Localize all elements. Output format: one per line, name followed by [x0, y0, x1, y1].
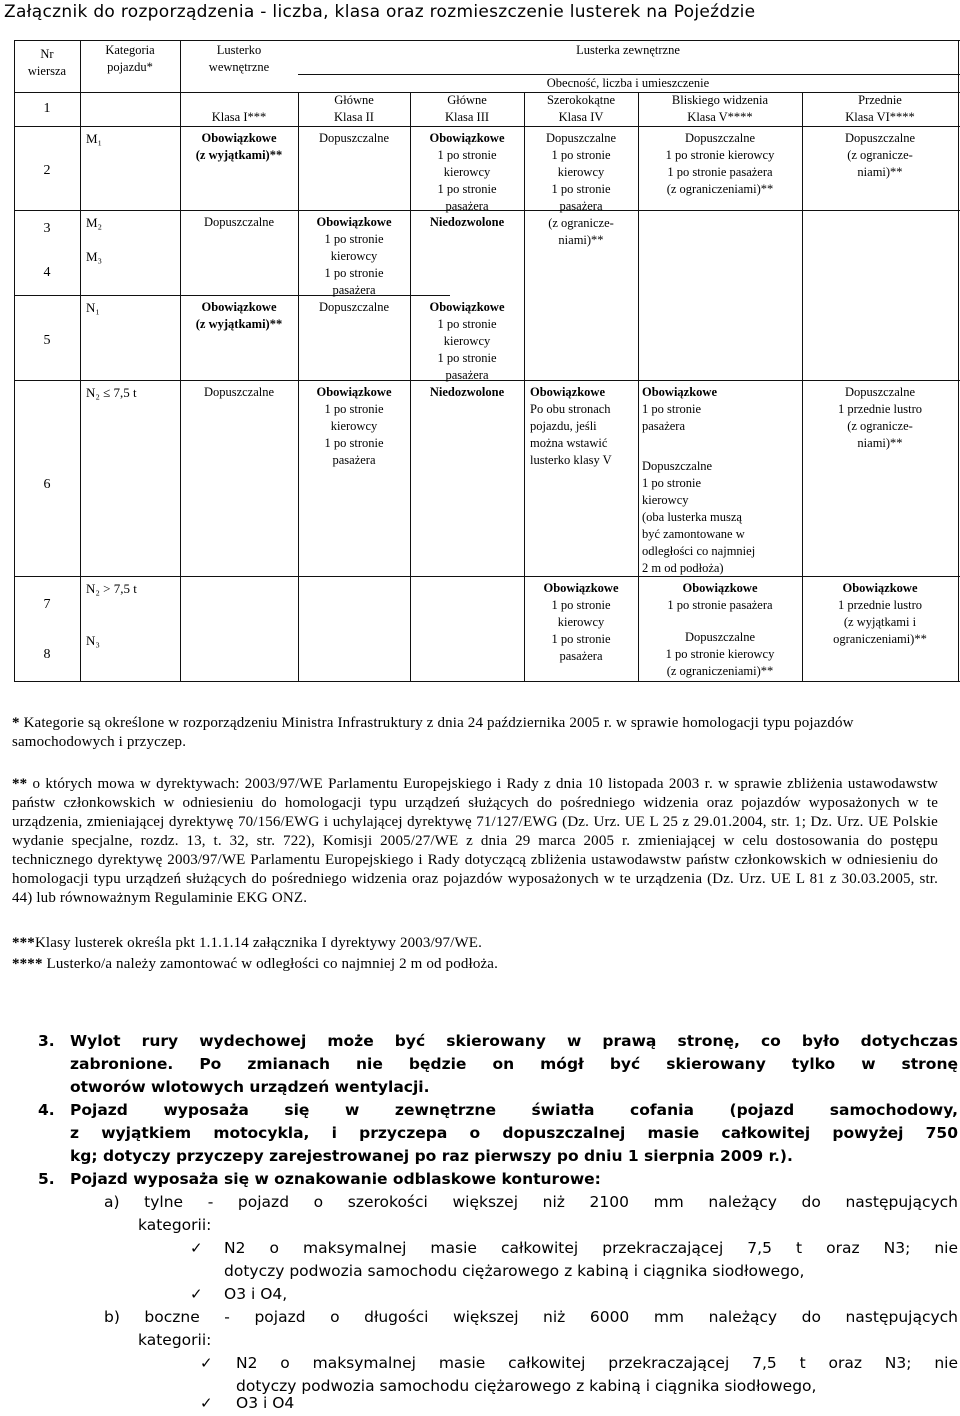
item-b-bullet-line: dotyczy podwozia samochodu ciężarowego z kabiną i ciągnika siodłowego, [236, 1377, 817, 1395]
cell-n2a-class2: 1 po stronie kierowcy 1 po stronie pasażera [324, 402, 384, 467]
cell-n2a-class4-status: Obowiązkowe [530, 385, 605, 399]
row-number: 8 [43, 647, 51, 662]
checkmark-icon: ✓ [200, 1354, 213, 1372]
cell-n2b-class6: 1 przednie lustro (z wyjątkami i ograniczeniami)** [833, 598, 927, 646]
cell-n2a-class5: 1 po stronie pasażera [642, 402, 702, 433]
cell-n2a-class5-status: Obowiązkowe [642, 385, 717, 399]
point-3-line: Wylot rury wydechowej może być skierowany w prawą stronę, co było dotychczas [70, 1032, 958, 1050]
cell-m1-class4: Dopuszczalne 1 po stronie kierowcy 1 po stronie pasażera (z ogranicze- niami)** [545, 131, 617, 247]
header-category: Kategoria pojazdu* [105, 43, 155, 74]
cell-m1-class1: Obowiązkowe (z wyjątkami)** [195, 131, 283, 162]
footnote-marker: *** [12, 935, 35, 951]
cell-m1-class6: Dopuszczalne (z ogranicze- niami)** [844, 131, 916, 179]
point-4-number: 4. [38, 1101, 55, 1119]
header-class-6: Przednie Klasa VI**** [845, 93, 915, 124]
header-class-1: Klasa I*** [211, 110, 267, 124]
cell-m1-class3: 1 po stronie kierowcy 1 po stronie pasażera [437, 148, 497, 213]
header-class-5: Bliskiego widzenia Klasa V**** [671, 93, 769, 124]
category-n3: N₃ [86, 633, 100, 648]
mirrors-table [14, 40, 960, 682]
footnote-4 [12, 955, 942, 974]
header-nr: Nr wiersza [27, 47, 67, 78]
cell-m2-class2: 1 po stronie kierowcy 1 po stronie pasażera [324, 232, 384, 297]
point-3-number: 3. [38, 1032, 55, 1050]
point-4-line: Pojazd wyposaża się w zewnętrzne światła cofania (pojazd samochodowy, [70, 1101, 958, 1119]
header-interior-mirror: Lusterko wewnętrzne [208, 43, 270, 74]
table-border-top [14, 40, 960, 41]
cell-n2b-class6-status: Obowiązkowe [842, 581, 918, 595]
footnote-marker: ** [12, 776, 28, 792]
cell-m2-class1: Dopuszczalne [203, 215, 275, 229]
point-5-number: 5. [38, 1170, 55, 1188]
cell-n1-class3: 1 po stronie kierowcy 1 po stronie pasażera [437, 317, 497, 382]
row-number: 6 [43, 477, 51, 492]
row-number: 1 [43, 101, 51, 116]
item-a-bullet-line: N2 o maksymalnej masie całkowitej przekraczającej 7,5 t oraz N3; nie [224, 1239, 958, 1257]
footnote-1 [12, 714, 942, 752]
col-line [958, 40, 959, 682]
cell-n1-class3-status: Obowiązkowe [429, 300, 505, 314]
cell-n2b-class4-status: Obowiązkowe [543, 581, 619, 595]
checkmark-icon: ✓ [200, 1394, 213, 1412]
page-title: Załącznik do rozporządzenia - liczba, klasa oraz rozmieszczenie lusterek na Pojeździe [4, 2, 756, 22]
header-exterior-mirrors: Lusterka zewnętrzne [576, 43, 680, 57]
category-n1: N₁ [86, 300, 100, 315]
footnote-text: o których mowa w dyrektywach: 2003/97/WE Parlamentu Europejskiego i Rady z dnia 10 listopada 2003 r. w sprawie zbliżenia ustawodawstw państw członkowskich w odniesieniu do homologacji typu urządzeń służących do pośredniego widzenia oraz pojazdów wyposażonych w te urządzenia, zmieniającej dyrektywę 70/156/EWG i uchylającej dyrektywę 71/127/EWG (Dz. Urz. UE L 25 z 29.01.2004, str. 1; Dz. Urz. UE Polskie wydanie specjalne, rozdz. 13, t. 32, str. 722), Komisji 2005/27/WE z dnia 29 marca 2005 r. zmieniającej w celu dostosowania do postępu technicznego dyrektywę 2003/97/WE Parlamentu Europejskiego i Rady dotyczącą zbliżenia ustawodawstw państw członkowskich w odniesieniu do homologacji typu urządzeń służących do pośredniego widzenia oraz pojazdów wyposażonych w te urządzenia (Dz. Urz. UE L 81 z 30.03.2005, str. 44) lub równoważnym Regulaminie EKG ONZ. [12, 776, 938, 906]
footnote-3 [12, 934, 942, 953]
cell-n2b-class5-optional: Dopuszczalne 1 po stronie kierowcy (z ograniczeniami)** [665, 630, 775, 678]
header-class-3: Główne Klasa III [444, 93, 490, 124]
cell-n2a-class6: Dopuszczalne 1 przednie lustro (z ogranicze- niami)** [837, 385, 922, 450]
cell-m2-class2-status: Obowiązkowe [316, 215, 392, 229]
cell-n1-class1: Obowiązkowe (z wyjątkami)** [195, 300, 283, 331]
cell-n2a-class2-status: Obowiązkowe [316, 385, 392, 399]
category-n2-heavy: N₂ > 7,5 t [86, 581, 137, 596]
category-m2: M₂ [86, 215, 103, 230]
footnote-2 [12, 775, 938, 908]
point-3-line: otworów wlotowych urządzeń wentylacji. [70, 1078, 430, 1096]
header-class-4: Szerokokątne Klasa IV [546, 93, 616, 124]
point-3-line: zabronione. Po zmianach nie będzie on mógł być skierowany tylko w stronę [70, 1055, 958, 1073]
item-b-bullet-line: O3 i O4 [236, 1394, 295, 1412]
row-number: 7 [43, 597, 51, 612]
cell-n1-class2: Dopuszczalne [318, 300, 390, 314]
table-border-bottom [14, 681, 960, 682]
cell-n2a-class4: Po obu stronach pojazdu, jeśli można wstawić lusterko klasy V [530, 402, 612, 467]
category-n2-light: N₂ ≤ 7,5 t [86, 385, 137, 400]
col-line [80, 40, 81, 682]
cell-n2b-class5: 1 po stronie pasażera [667, 598, 773, 612]
header-presence: Obecność, liczba i umieszczenie [546, 76, 710, 90]
header-class-2: Główne Klasa II [334, 93, 374, 124]
cell-m1-class2: Dopuszczalne [318, 131, 390, 145]
col-line [14, 40, 15, 682]
row-line [14, 576, 960, 577]
cell-n2a-class5-optional: Dopuszczalne 1 po stronie kierowcy (oba lusterka muszą być zamontowane w odległości co najmniej 2 m od podłoża) [642, 459, 756, 575]
category-m1: M₁ [86, 131, 103, 146]
cell-n2a-class3: Niedozwolone [429, 385, 505, 399]
footnote-marker: * [12, 715, 20, 731]
item-a-line: a) tylne - pojazd o szerokości większej niż 2100 mm należący do następujących [104, 1193, 958, 1211]
footnote-marker: **** [12, 956, 43, 972]
cell-m2-class3: Niedozwolone [429, 215, 505, 229]
cell-n2b-class5-status: Obowiązkowe [682, 581, 758, 595]
row-number: 4 [43, 265, 51, 280]
point-4-line: kg; dotyczy przyczepy zarejestrowanej po raz pierwszy po dniu 1 sierpnia 2009 r.). [70, 1147, 793, 1165]
point-5-line: Pojazd wyposaża się w oznakowanie odblaskowe konturowe: [70, 1170, 601, 1188]
row-number: 5 [43, 333, 51, 348]
category-m3: M₃ [86, 249, 103, 264]
item-b-bullet-line: N2 o maksymalnej masie całkowitej przekraczającej 7,5 t oraz N3; nie [236, 1354, 958, 1372]
footnote-text: Lusterko/a należy zamontować w odległości co najmniej 2 m od podłoża. [46, 956, 498, 972]
row-number: 3 [43, 221, 51, 236]
item-b-line: b) boczne - pojazd o długości większej niż 6000 mm należący do następujących [104, 1308, 958, 1326]
cell-n2a-class1: Dopuszczalne [203, 385, 275, 399]
footnote-text: Kategorie są określone w rozporządzeniu Ministra Infrastruktury z dnia 24 października 2005 r. w sprawie homologacji typu pojazdów samochodowych i przyczep. [12, 715, 854, 750]
footnote-text: Klasy lusterek określa pkt 1.1.1.14 załącznika I dyrektywy 2003/97/WE. [34, 935, 482, 951]
cell-n2b-class4: 1 po stronie kierowcy 1 po stronie pasażera [551, 598, 611, 663]
item-a-line: kategorii: [138, 1216, 212, 1234]
row-number: 2 [43, 163, 51, 178]
cell-m1-class5: Dopuszczalne 1 po stronie kierowcy 1 po stronie pasażera (z ograniczeniami)** [665, 131, 775, 196]
row-line [14, 126, 960, 127]
checkmark-icon: ✓ [190, 1285, 203, 1303]
item-a-bullet-line: O3 i O4, [224, 1285, 288, 1303]
item-b-line: kategorii: [138, 1331, 212, 1349]
point-4-line: z wyjątkiem motocykla, i przyczepa o dopuszczalnej masie całkowitej powyżej 750 [70, 1124, 958, 1142]
checkmark-icon: ✓ [190, 1239, 203, 1257]
item-a-bullet-line: dotyczy podwozia samochodu ciężarowego z kabiną i ciągnika siodłowego, [224, 1262, 805, 1280]
cell-m1-class3-status: Obowiązkowe [429, 131, 505, 145]
